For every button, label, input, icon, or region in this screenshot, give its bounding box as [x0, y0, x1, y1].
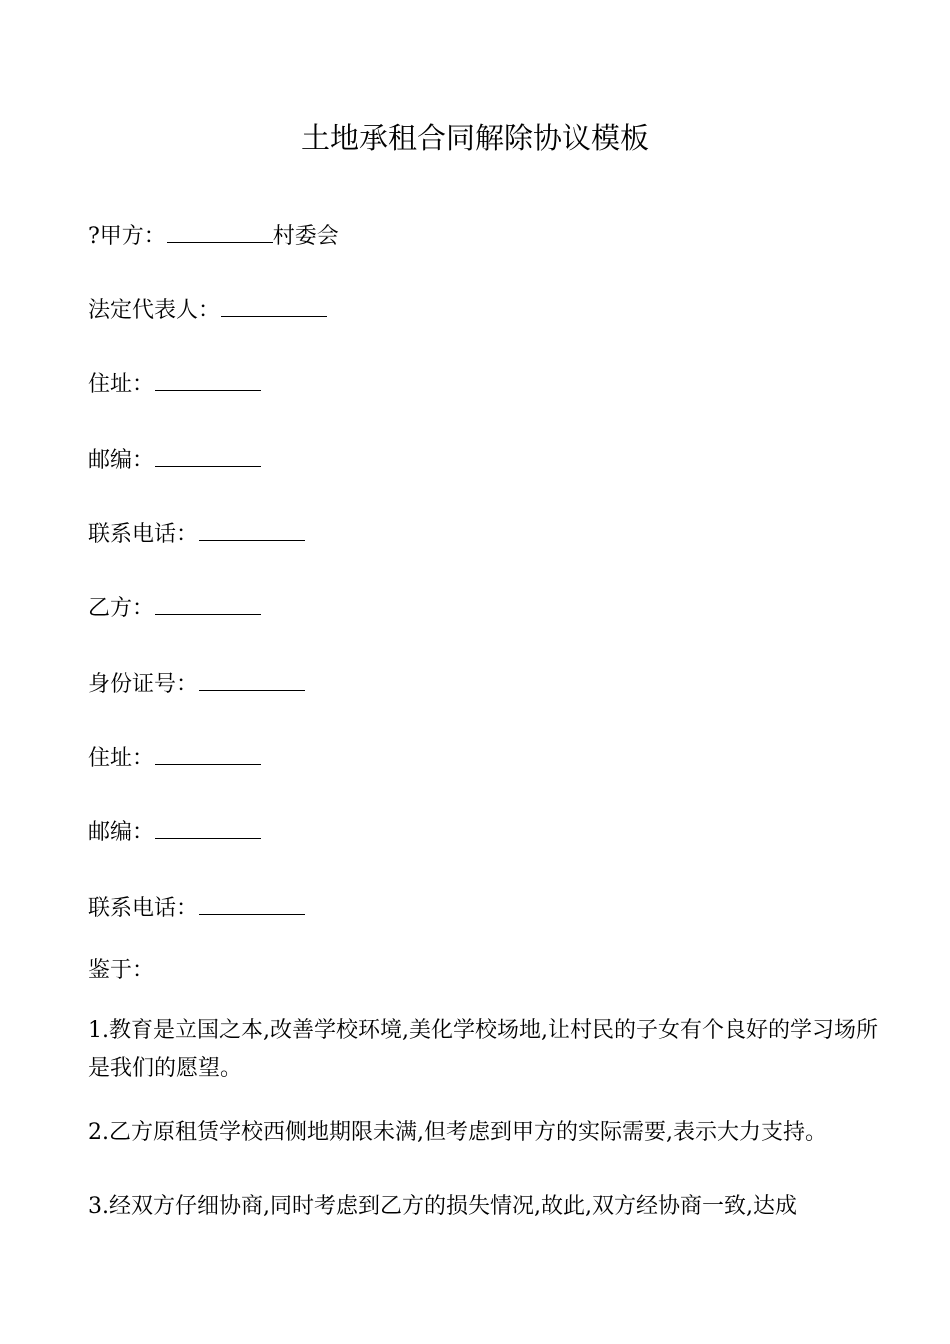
party-a-phone-label: 联系电话： — [88, 522, 199, 547]
party-b-label: 乙方： — [88, 596, 155, 621]
party-b-postcode-field — [88, 818, 261, 848]
party-a-postcode-blank — [155, 446, 261, 467]
document-title: 土地承租合同解除协议模板 — [300, 121, 649, 155]
party-b-address-label: 住址： — [88, 746, 155, 771]
party-b-phone-label: 联系电话： — [88, 896, 199, 921]
party-b-address-blank — [155, 744, 261, 765]
party-b-postcode-blank — [155, 818, 261, 839]
legal-representative-field — [88, 296, 327, 326]
clause-1: 1.教育是立国之本,改善学校环境,美化学校场地,让村民的子女有个良好的学习场所是我们的愿望。 — [88, 1018, 878, 1081]
party-a-address-label: 住址： — [88, 372, 155, 397]
party-a-phone-blank — [199, 520, 305, 541]
party-b-phone-blank — [199, 894, 305, 915]
party-a-blank — [167, 222, 273, 243]
id-number-blank — [199, 670, 305, 691]
party-a-postcode-field — [88, 446, 261, 476]
party-a-suffix: 村委会 — [272, 224, 339, 249]
whereas-heading: 鉴于： — [88, 958, 155, 983]
party-b-address-field — [88, 744, 261, 774]
party-a-field — [88, 222, 339, 252]
legal-representative-blank — [221, 296, 327, 317]
party-a-address-blank — [155, 370, 261, 391]
party-a-phone-field — [88, 520, 305, 550]
id-number-label: 身份证号： — [88, 672, 199, 697]
party-b-phone-field — [88, 894, 305, 924]
clause-3: 3.经双方仔细协商,同时考虑到乙方的损失情况,故此,双方经协商一致,达成 — [88, 1194, 797, 1219]
party-a-label: ?甲方： — [88, 224, 166, 249]
party-a-address-field — [88, 370, 261, 400]
legal-representative-label: 法定代表人： — [88, 298, 221, 323]
party-b-field — [88, 594, 261, 624]
party-a-postcode-label: 邮编： — [88, 448, 155, 473]
party-b-postcode-label: 邮编： — [88, 820, 155, 845]
party-b-blank — [155, 594, 261, 615]
id-number-field — [88, 670, 305, 700]
clause-2: 2.乙方原租赁学校西侧地期限未满,但考虑到甲方的实际需要,表示大力支持。 — [88, 1120, 827, 1145]
